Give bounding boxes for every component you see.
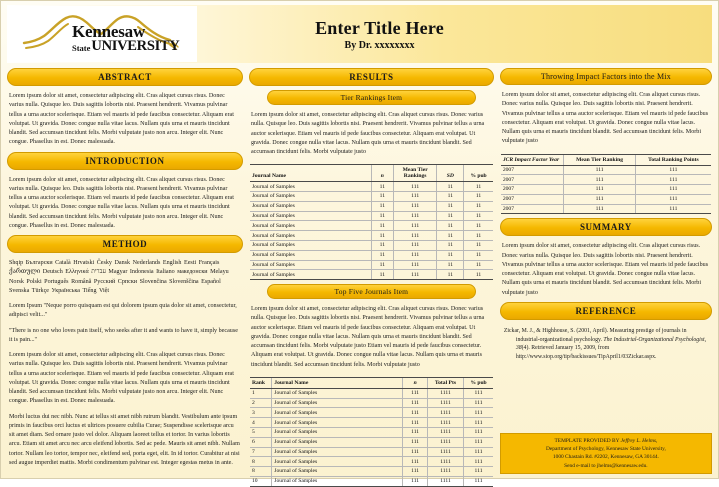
table-cell: 1111: [427, 447, 463, 457]
logo-kennesaw-text: Kennesaw: [72, 22, 146, 41]
table-cell: Journal of Samples: [272, 408, 403, 418]
section-header-abstract: ABSTRACT: [7, 68, 243, 86]
table-cell: 2007: [501, 185, 564, 195]
column-header: Mean Tier Ranking: [564, 154, 635, 165]
table-row: [250, 398, 493, 408]
table-cell: 111: [393, 201, 437, 211]
table-row: [250, 427, 493, 437]
section-header-reference: REFERENCE: [500, 302, 712, 320]
table-cell: 11: [464, 260, 493, 270]
poster-columns: [7, 63, 712, 485]
column-header: Journal Name: [272, 377, 403, 388]
table-cell: 11: [464, 211, 493, 221]
table-cell: 11: [464, 221, 493, 231]
table-row: [501, 204, 711, 214]
column-header: % pub: [464, 377, 493, 388]
method-body: [7, 257, 243, 468]
table-cell: 11: [371, 231, 393, 241]
column-header: Total Pts: [427, 377, 463, 388]
table-cell: 2007: [501, 194, 564, 204]
section-header-method: METHOD: [7, 235, 243, 253]
table-cell: 11: [371, 270, 393, 280]
column-header: Total Ranking Points: [635, 154, 711, 165]
table-cell: Journal of Samples: [250, 201, 371, 211]
table-cell: 7: [250, 447, 272, 457]
table-cell: 111: [564, 185, 635, 195]
table-cell: 111: [464, 408, 493, 418]
credit-line-1: [506, 437, 706, 445]
table-cell: 111: [464, 447, 493, 457]
title-block: [197, 18, 712, 51]
column-header: % pub: [464, 165, 493, 182]
jcr-table-wrap: [500, 151, 712, 215]
table-row: [250, 192, 493, 202]
table-cell: 1111: [427, 418, 463, 428]
table-cell: 111: [403, 467, 427, 477]
column-header: n: [403, 377, 427, 388]
table-cell: 111: [403, 418, 427, 428]
reference-citation: [504, 327, 708, 362]
table-cell: 11: [437, 240, 464, 250]
table-cell: Journal of Samples: [272, 388, 403, 398]
table-cell: Journal of Samples: [250, 221, 371, 231]
table-row: [250, 240, 493, 250]
table-cell: 111: [403, 398, 427, 408]
table-cell: 111: [635, 204, 711, 214]
table-cell: 11: [437, 270, 464, 280]
tier-rankings-paragraph: Lorem ipsum dolor sit amet, consectetur adipiscing elit. Cras aliquet cursus risus. Donec varius nulla. Quisque leo. Duis sagittis lobortis nisi. Praesent hendrerit. Vivamus pulvinar tellus a urna auctor scelerisque. Etiam vel mauris id pede faucibus consectetur. Aliquam erat volutpat. Ut gravida. Donec congue nulla vitae lacus. Nullam quis urna et mauris tincidunt blandit. Sed accumsan tincidunt felis. Morbi vulputate justo: [250, 112, 485, 155]
table-cell: 111: [393, 270, 437, 280]
credit-prefix: TEMPLATE PROVIDED BY: [554, 437, 621, 444]
table-cell: 111: [393, 250, 437, 260]
table-header-row: [501, 154, 711, 165]
table-cell: 10: [250, 476, 272, 486]
table-cell: Journal of Samples: [250, 240, 371, 250]
table-cell: 111: [564, 194, 635, 204]
credit-author-name: Jeffrey L. Helms: [620, 437, 656, 444]
table-cell: 1: [250, 388, 272, 398]
table-cell: 11: [371, 211, 393, 221]
table-cell: 111: [403, 427, 427, 437]
table-cell: 111: [393, 231, 437, 241]
page-title: Enter Title Here: [315, 17, 444, 38]
table-cell: 8: [250, 467, 272, 477]
table-cell: 11: [371, 221, 393, 231]
tier-rankings-body: [249, 109, 494, 157]
table-cell: 1111: [427, 457, 463, 467]
column-header: Journal Name: [250, 165, 371, 182]
table-cell: 111: [403, 388, 427, 398]
table-row: [250, 437, 493, 447]
top-five-table: [250, 377, 493, 487]
table-row: [250, 201, 493, 211]
table-cell: 11: [371, 250, 393, 260]
table-row: [250, 476, 493, 486]
table-cell: 111: [564, 204, 635, 214]
table-cell: 2: [250, 398, 272, 408]
table-cell: 111: [464, 437, 493, 447]
template-credit-box: [500, 433, 712, 475]
table-cell: 111: [403, 437, 427, 447]
section-header-impact-factors: Throwing Impact Factors into the Mix: [500, 68, 712, 85]
method-language-list: Shqip Български Català Hrvatski Česky Dansk Nederlands English Eesti Français ქართული Deutsch Ελληνικά עברית Magyar Indonesia Italiano македонски Melayu Norsk Polski Português Română Русский Српски Slovenčina Slovenščina Español Svenska Türkçe Українська Tiếng Việt: [9, 260, 229, 294]
subsection-header-top-five: Top Five Journals Item: [267, 284, 476, 299]
table-cell: 11: [371, 192, 393, 202]
table-cell: 11: [371, 201, 393, 211]
table-cell: Journal of Samples: [250, 231, 371, 241]
table-cell: 111: [464, 427, 493, 437]
credit-suffix: ,: [655, 437, 658, 444]
table-cell: Journal of Samples: [272, 467, 403, 477]
method-paragraph-3: Morbi luctus dui nec nibh. Nunc at tellus sit amet nibh rutrum blandit. Vestibulum ante ipsum primis in faucibus orci luctus et ultrices posuere cubilia Curae; Suspendisse scelerisque arcu sit amet diam. Sed ornare justo vel dolor. Aliquam laoreet tellus et tortor. In varius lobortis arcu. Etiam sit amet arcu nec arcu eleifend lobortis. Sed ac pede. Mauris sit amet nibh. Nullam tortor. Nullam leo tortor, tempor nec, eleifend sed, porta eget, elit. In id tortor. Curabitur at nisi sed augue imperdiet mattis. Morbi condimentum pulvinar est. Integer egestas metus in ante.: [9, 413, 240, 466]
table-row: [250, 211, 493, 221]
poster-header: [7, 5, 712, 63]
abstract-body: [7, 90, 243, 148]
table-cell: 1111: [427, 437, 463, 447]
credit-line-2: Department of Psychology, Kennesaw State University,: [545, 445, 666, 452]
table-cell: 11: [464, 231, 493, 241]
author-line: By Dr. xxxxxxxx: [344, 39, 415, 51]
table-row: [250, 467, 493, 477]
table-cell: 111: [635, 165, 711, 175]
table-cell: Journal of Samples: [272, 427, 403, 437]
table-cell: Journal of Samples: [250, 192, 371, 202]
table-cell: 11: [437, 250, 464, 260]
column-header: Rank: [250, 377, 272, 388]
table-row: [501, 194, 711, 204]
table-row: [250, 408, 493, 418]
table-row: [250, 418, 493, 428]
citation-journal-italic: The Industrial-Organizational Psychologist, 38: [515, 336, 707, 352]
table-cell: 111: [635, 185, 711, 195]
column-header: JCR Impact Factor Year: [501, 154, 564, 165]
method-paragraph-2: Lorem ipsum dolor sit amet, consectetur adipiscing elit. Cras aliquet cursus risus. Donec varius nulla. Quisque leo. Duis sagittis lobortis nisi. Praesent hendrerit. Vivamus pulvinar tellus a urna auctor scelerisque. Etiam vel mauris id pede faucibus consectetur. Aliquam erat volutpat. Ut gravida. Donec congue nulla vitae lacus. Nullam quis urna et mauris tincidunt blandit. Sed accumsan tincidunt felis. Morbi vulputate justo non arcu. Integer elit. Nunc congue. Phasellus in est. Donec malesuada.: [9, 352, 234, 405]
table-cell: 11: [371, 240, 393, 250]
table-cell: Journal of Samples: [272, 418, 403, 428]
table-cell: 111: [635, 175, 711, 185]
table-cell: 5: [250, 427, 272, 437]
table-cell: 111: [464, 418, 493, 428]
table-cell: 11: [464, 192, 493, 202]
table-row: [501, 165, 711, 175]
table-cell: 111: [393, 221, 437, 231]
table-row: [250, 447, 493, 457]
summary-body: [500, 240, 712, 298]
table-cell: 11: [464, 201, 493, 211]
table-cell: 11: [437, 201, 464, 211]
table-cell: 111: [393, 240, 437, 250]
table-cell: 11: [437, 221, 464, 231]
logo-state-text: State: [72, 43, 91, 53]
table-cell: 1111: [427, 427, 463, 437]
table-row: [250, 260, 493, 270]
left-column-spacer: [7, 472, 243, 474]
reference-body: [500, 324, 712, 362]
table-cell: Journal of Samples: [272, 447, 403, 457]
table-cell: 2007: [501, 204, 564, 214]
table-cell: Journal of Samples: [250, 270, 371, 280]
impact-factors-paragraph: Lorem ipsum dolor sit amet, consectetur adipiscing elit. Cras aliquet cursus risus. Donec varius nulla. Quisque leo. Duis sagittis lobortis nisi. Praesent hendrerit. Vivamus pulvinar tellus a urna auctor scelerisque. Etiam vel mauris id pede faucibus consectetur. Aliquam erat volutpat. Ut gravida. Donec congue nulla vitae lacus. Nullam quis urna et mauris tincidunt blandit. Sed accumsan tincidunt felis. Morbi vulputate justo: [501, 92, 709, 145]
impact-factors-body: [500, 89, 712, 147]
table-cell: Journal of Samples: [272, 457, 403, 467]
introduction-paragraph: Lorem ipsum dolor sit amet, consectetur adipiscing elit. Cras aliquet cursus risus. Donec varius nulla. Quisque leo. Duis sagittis lobortis nisi. Praesent hendrerit. Vivamus pulvinar tellus a urna auctor scelerisque. Etiam vel mauris id pede faucibus consectetur. Aliquam erat volutpat. Ut gravida. Donec congue nulla vitae lacus. Nullam quis urna et mauris tincidunt blandit. Sed accumsan tincidunt felis. Morbi vulputate justo non arcu. Integer elit. Nunc congue. Phasellus in est. Donec malesuada.: [9, 176, 234, 229]
table-header-row: [250, 377, 493, 388]
table-cell: 1111: [427, 388, 463, 398]
table-cell: 111: [403, 457, 427, 467]
column-header: SD: [437, 165, 464, 182]
table-header-row: [250, 165, 493, 182]
table-body: [250, 388, 493, 486]
table-cell: Journal of Samples: [250, 250, 371, 260]
table-cell: 6: [250, 437, 272, 447]
table-cell: 111: [564, 175, 635, 185]
table-cell: Journal of Samples: [272, 398, 403, 408]
table-body: [250, 182, 493, 280]
table-cell: 11: [437, 182, 464, 192]
method-quote-english: "There is no one who loves pain itself, who seeks after it and wants to have it, simply because it is pain...": [9, 327, 238, 343]
table-row: [250, 457, 493, 467]
column-left: [7, 68, 243, 474]
tier-rankings-table-wrap: [249, 161, 494, 280]
table-cell: 11: [371, 260, 393, 270]
table-cell: 111: [464, 388, 493, 398]
top-five-body: [249, 303, 494, 370]
jcr-impact-table: [501, 154, 711, 215]
table-row: [250, 388, 493, 398]
table-row: [250, 250, 493, 260]
section-header-results: RESULTS: [249, 68, 494, 86]
table-cell: 11: [437, 260, 464, 270]
table-cell: 1111: [427, 476, 463, 486]
table-cell: 111: [403, 447, 427, 457]
table-cell: 111: [464, 398, 493, 408]
table-cell: Journal of Samples: [250, 211, 371, 221]
table-cell: 11: [464, 270, 493, 280]
table-cell: 111: [464, 457, 493, 467]
table-cell: 111: [393, 260, 437, 270]
table-cell: 3: [250, 408, 272, 418]
column-header: n: [371, 165, 393, 182]
table-body: [501, 165, 711, 214]
tier-rankings-table: [250, 164, 493, 280]
column-header: Mean Tier Rankings: [393, 165, 437, 182]
citation-text-part2: (4). Retrieved January 15, 2009, from http://www.siop.org/tip/backissues/TipApril1/03Zickar.aspx.: [515, 345, 657, 360]
logo-university-text: UNIVERSITY: [91, 38, 180, 54]
table-cell: 111: [393, 211, 437, 221]
table-cell: Journal of Samples: [250, 260, 371, 270]
table-cell: 111: [564, 165, 635, 175]
column-right: [500, 68, 712, 474]
abstract-paragraph: Lorem ipsum dolor sit amet, consectetur adipiscing elit. Cras aliquet cursus risus. Donec varius nulla. Quisque leo. Duis sagittis lobortis nisi. Praesent hendrerit. Vivamus pulvinar tellus a urna auctor scelerisque. Etiam vel mauris id pede faucibus consectetur. Aliquam erat volutpat. Ut gravida. Donec congue nulla vitae lacus. Nullam quis urna et mauris tincidunt blandit. Sed accumsan tincidunt felis. Morbi vulputate justo non arcu. Integer elit. Nunc congue. Phasellus in est. Donec malesuada.: [9, 93, 234, 146]
table-cell: 1111: [427, 398, 463, 408]
table-cell: 1111: [427, 408, 463, 418]
university-logo: [7, 6, 197, 62]
section-header-summary: SUMMARY: [500, 218, 712, 236]
introduction-body: [7, 174, 243, 232]
table-row: [501, 175, 711, 185]
table-cell: 4: [250, 418, 272, 428]
citation-text-part1: Zickar, M. J., & Highhouse, S. (2001, April). Measuring prestige of journals in industrial-organizational psychology.: [503, 327, 687, 343]
table-cell: 2007: [501, 165, 564, 175]
subsection-header-tier-rankings: Tier Rankings Item: [267, 90, 476, 105]
credit-line-3: 1000 Chastain Rd. #2202, Kennesaw, GA 30144.: [552, 454, 659, 461]
table-cell: 111: [393, 192, 437, 202]
top-five-paragraph: Lorem ipsum dolor sit amet, consectetur adipiscing elit. Cras aliquet cursus risus. Donec varius nulla. Quisque leo. Duis sagittis lobortis nisi. Praesent hendrerit. Vivamus pulvinar tellus a urna auctor scelerisque. Etiam vel mauris id pede faucibus consectetur. Aliquam erat volutpat. Ut gravida. Donec congue nulla vitae lacus. Nullam quis urna et mauris tincidunt blandit. Sed accumsan tincidunt felis. Morbi vulputate justo Etiam vel mauris id pede faucibus consectetur. Aliquam erat volutpat. Ut gravida. Donec congue nulla vitae lacus. Nullam quis urna et mauris tincidunt blandit. Sed accumsan tincidunt felis. Morbi vulputate justo: [250, 306, 485, 368]
table-cell: 8: [250, 457, 272, 467]
table-cell: 11: [371, 182, 393, 192]
table-cell: 11: [464, 250, 493, 260]
table-cell: Journal of Samples: [250, 182, 371, 192]
credit-line-4: Send e-mail to jhelms@kennesaw.edu.: [564, 462, 648, 469]
table-cell: 111: [403, 476, 427, 486]
table-cell: 1111: [427, 467, 463, 477]
table-cell: Journal of Samples: [272, 437, 403, 447]
column-middle: [249, 68, 494, 485]
table-row: [250, 231, 493, 241]
table-cell: 2007: [501, 175, 564, 185]
table-cell: 11: [437, 231, 464, 241]
top-five-table-wrap: [249, 374, 494, 487]
table-row: [250, 270, 493, 280]
table-cell: 111: [464, 476, 493, 486]
method-quote-latin: Lorem Ipsum "Neque porro quisquam est qui dolorem ipsum quia dolor sit amet, consectetur, adipisci velit...": [9, 303, 237, 319]
table-cell: 111: [635, 194, 711, 204]
table-cell: 11: [437, 211, 464, 221]
table-cell: 111: [464, 467, 493, 477]
table-row: [250, 221, 493, 231]
section-header-introduction: INTRODUCTION: [7, 152, 243, 170]
table-cell: 111: [403, 408, 427, 418]
table-cell: 11: [464, 240, 493, 250]
summary-paragraph: Lorem ipsum dolor sit amet, consectetur adipiscing elit. Cras aliquet cursus risus. Donec varius nulla. Quisque leo. Duis sagittis lobortis nisi. Praesent hendrerit. Vivamus pulvinar tellus a urna auctor scelerisque. Etiam vel mauris id pede faucibus consectetur. Aliquam erat volutpat. Ut gravida. Donec congue nulla vitae lacus. Nullam quis urna et mauris tincidunt blandit. Sed accumsan tincidunt felis. Morbi vulputate justo: [501, 243, 709, 296]
table-row: [501, 185, 711, 195]
table-cell: 11: [437, 192, 464, 202]
table-row: [250, 182, 493, 192]
table-cell: 11: [464, 182, 493, 192]
table-cell: Journal of Samples: [272, 476, 403, 486]
table-cell: 111: [393, 182, 437, 192]
